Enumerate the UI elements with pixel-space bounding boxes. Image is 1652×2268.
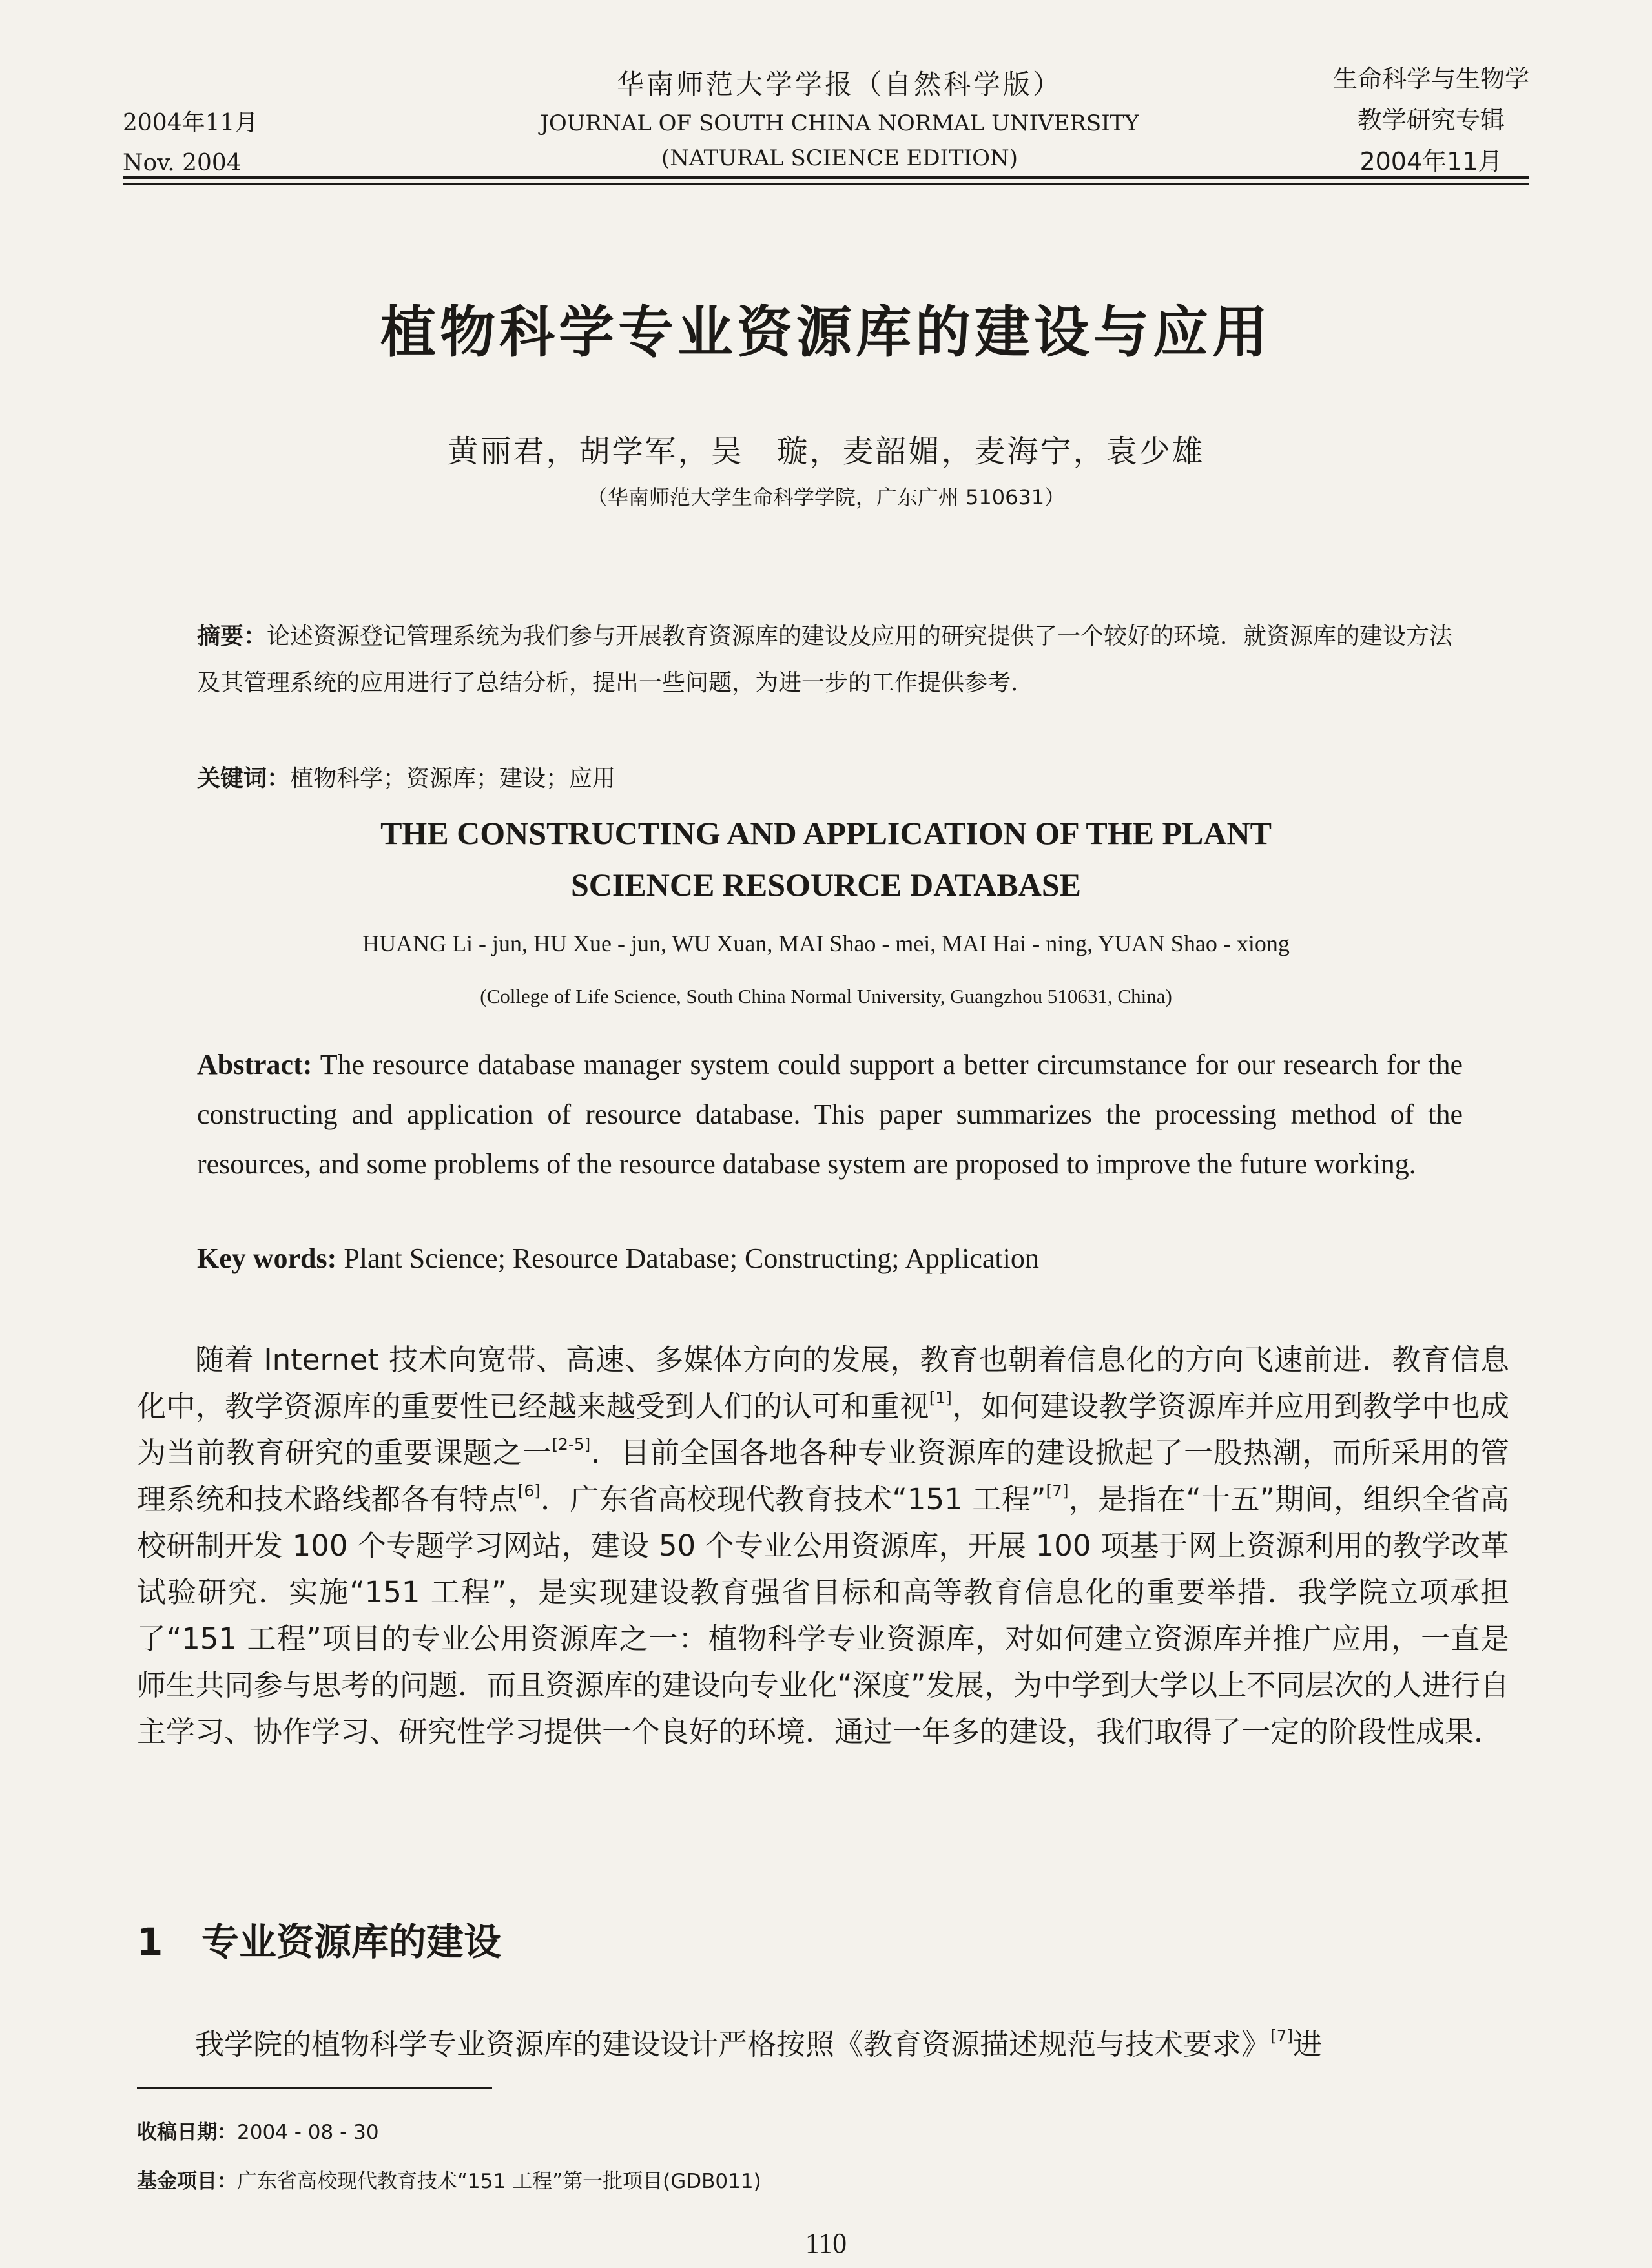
- abstract-en: [197, 1040, 1463, 1189]
- introduction: [137, 1337, 1509, 1755]
- paper-title-en-line1: THE CONSTRUCTING AND APPLICATION OF THE PLANT: [380, 815, 1272, 851]
- abstract-cn-label: 摘要：: [197, 623, 267, 650]
- journal-name-en: JOURNAL OF SOUTH CHINA NORMAL UNIVERSITY: [540, 110, 1139, 136]
- paper-title-en: [0, 807, 1652, 911]
- citation-6: [6]: [517, 1481, 541, 1501]
- header-rule-thin: [123, 183, 1529, 185]
- section-1-body: [137, 2021, 1509, 2068]
- citation-7b: [7]: [1270, 2026, 1294, 2046]
- keywords-cn-text: 植物科学；资源库；建设；应用: [290, 765, 616, 792]
- abstract-cn: [197, 613, 1463, 706]
- affiliation-en: (College of Life Science, South China Normal University, Guangzhou 510631, China): [480, 985, 1172, 1007]
- footnote-fund-text: 广东省高校现代教育技术“151 工程”第一批项目(GDB011): [237, 2170, 761, 2193]
- special-issue-line1: 生命科学与生物学: [1332, 65, 1529, 93]
- footnote-received-label: 收稿日期：: [137, 2121, 237, 2144]
- special-issue-date: 2004年11月: [1359, 147, 1503, 176]
- journal-edition: (NATURAL SCIENCE EDITION): [661, 145, 1018, 171]
- abstract-en-label: Abstract:: [197, 1049, 313, 1080]
- intro-text-3: ．目前全国各地各种专业资源库的建设掀起了一股热潮，而所采用的管理系统和技术路线都各有特点: [137, 1436, 1509, 1516]
- introduction-paragraph: [137, 1337, 1509, 1755]
- intro-text-4: ．广东省高校现代教育技术“151 工程”: [540, 1482, 1046, 1516]
- section-1-paragraph: [137, 2021, 1509, 2068]
- page-number: 110: [805, 2227, 847, 2259]
- header-journal: [484, 63, 1195, 176]
- header-date: [123, 103, 258, 183]
- header-date-en: Nov. 2004: [123, 150, 242, 176]
- section-number: 1: [137, 1920, 163, 1964]
- footnote-fund: [137, 2165, 761, 2194]
- section-title: 专业资源库的建设: [201, 1920, 502, 1964]
- paper-title-cn: 植物科学专业资源库的建设与应用: [380, 300, 1272, 365]
- section-heading-1: [137, 1912, 501, 1966]
- footnote-fund-label: 基金项目：: [137, 2170, 237, 2193]
- affiliation-cn: （华南师范大学生命科学学院，广东广州 510631）: [586, 485, 1066, 510]
- special-issue-line2: 教学研究专辑: [1357, 106, 1505, 134]
- authors-en: HUANG Li - jun, HU Xue - jun, WU Xuan, MAI Shao - mei, MAI Hai - ning, YUAN Shao - xiong: [362, 931, 1290, 956]
- citation-2-5: [2-5]: [552, 1435, 591, 1454]
- citation-7: [7]: [1046, 1481, 1069, 1501]
- keywords-en-text: Plant Science; Resource Database; Constructing; Application: [336, 1242, 1039, 1274]
- keywords-cn: [197, 756, 1463, 802]
- intro-text-5: ，是指在“十五”期间，组织全省高校研制开发 100 个专题学习网站，建设 50 个专业公用资源库，开展 100 项基于网上资源利用的教学改革试验研究．实施“151 工程”，是实现建设教育强省目标和高等教育信息化的重要举措．我学院立项承担了“151 工程”项目的专业公用资源库之一：植物科学专业资源库，对如何建立资源库并推广应用，一直是师生共同参与思考的问题．而且资源库的建设向专业化“深度”发展，为中学到大学以上不同层次的人进行自主学习、协作学习、研究性学习提供一个良好的环境．通过一年多的建设，我们取得了一定的阶段性成果．: [137, 1482, 1509, 1749]
- footnote-rule: [137, 2087, 492, 2089]
- keywords-cn-label: 关键词：: [197, 765, 291, 792]
- header-rule-thick: [123, 176, 1529, 179]
- intro-text-1: 随着 Internet 技术向宽带、高速、多媒体方向的发展，教育也朝着信息化的方向飞速前进．教育信息化中，教学资源库的重要性已经越来越受到人们的认可和重视: [137, 1343, 1509, 1423]
- footnote-received-date: 2004 - 08 - 30: [237, 2121, 379, 2144]
- citation-1: [1]: [929, 1388, 952, 1408]
- journal-name-cn: 华南师范大学学报（自然科学版）: [616, 68, 1062, 100]
- abstract-cn-text: 论述资源登记管理系统为我们参与开展教育资源库的建设及应用的研究提供了一个较好的环境．就资源库的建设方法及其管理系统的应用进行了总结分析，提出一些问题，为进一步的工作提供参考．: [197, 623, 1453, 696]
- authors-cn: 黄丽君，胡学军，吴 璇，麦韶媚，麦海宁，袁少雄: [447, 433, 1205, 469]
- header-special-issue: [1333, 58, 1529, 182]
- section-1-text-1: 我学院的植物科学专业资源库的建设设计严格按照《教育资源描述规范与技术要求》: [195, 2027, 1271, 2061]
- keywords-en: [197, 1233, 1463, 1283]
- section-1-text-2: 进: [1293, 2027, 1323, 2061]
- paper-title-en-line2: SCIENCE RESOURCE DATABASE: [571, 867, 1081, 903]
- intro-text-2: ，如何建设教学资源库并应用到教学中也成为当前教育研究的重要课题之一: [137, 1389, 1509, 1470]
- keywords-en-label: Key words:: [197, 1242, 337, 1274]
- header-date-cn: 2004年11月: [123, 110, 258, 136]
- footnote-received: [137, 2116, 379, 2145]
- abstract-en-text: The resource database manager system could support a better circumstance for our research for the constructing and application of resource database. This paper summarizes the processing method of the resources, and some problems of the resource database system are proposed to improve the future working.: [197, 1049, 1463, 1180]
- running-header: [123, 52, 1529, 187]
